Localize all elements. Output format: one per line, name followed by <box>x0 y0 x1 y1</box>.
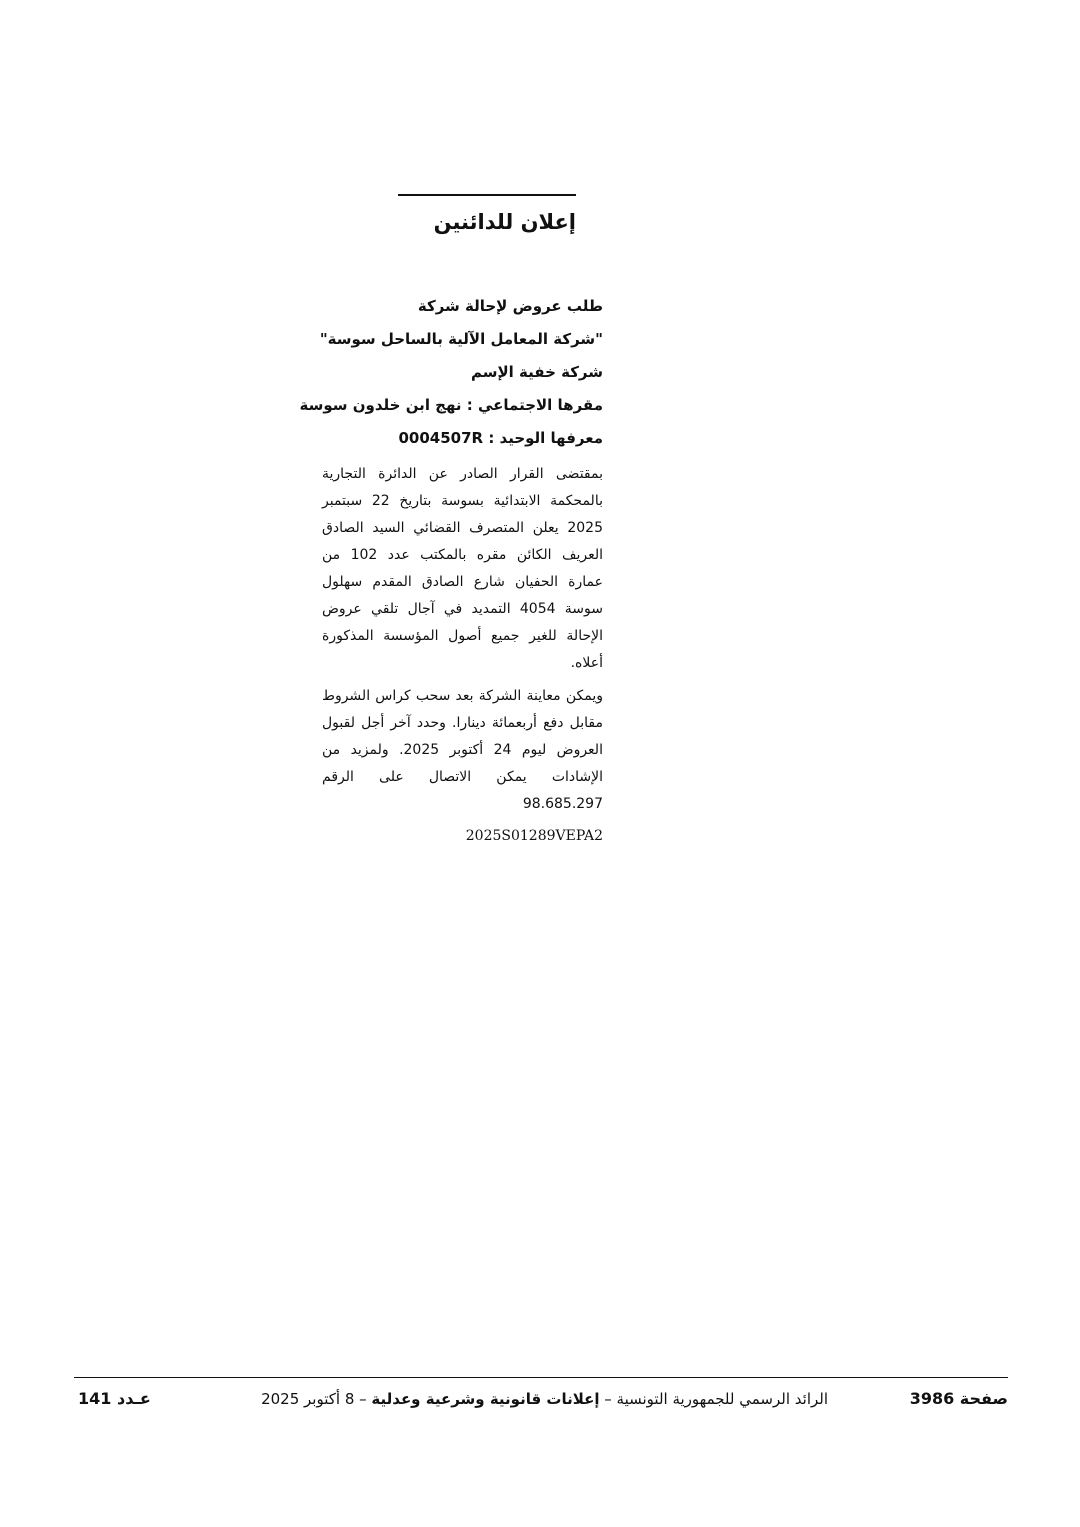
footer-issue-number: عـدد 141 <box>78 1389 151 1408</box>
notice-heading-identifier: معرفها الوحيد : 0004507R <box>398 429 603 447</box>
notice-heading-company-name: "شركة المعامل الآلية بالساحل سوسة" <box>319 330 603 348</box>
notice-heading-company-type: شركة خفية الإسم <box>471 363 603 381</box>
footer-page-number: صفحة 3986 <box>909 1389 1008 1408</box>
footer-rule <box>74 1377 1008 1378</box>
page-footer <box>74 1384 1008 1414</box>
notice-reference-code: 2025S01289VEPA2 <box>465 828 603 844</box>
notice-column <box>299 290 604 848</box>
section-title: إعلان للدائنين <box>433 210 576 234</box>
notice-paragraph-conditions: ويمكن معاينة الشركة بعد سحب كراس الشروط مقابل دفع أربعمائة دينارا. وحدد آخر أجل لقبول العروض ليوم 24 أكتوبر 2025. ولمزيد من الإشادات يمكن الاتصال على الرقم 98.685.297 <box>322 688 603 812</box>
notice-heading-address: مقرها الاجتماعي : نهج ابن خلدون سوسة <box>299 396 603 414</box>
notice-heading-title: طلب عروض لإحالة شركة <box>417 297 603 315</box>
section-header-rule <box>398 194 576 196</box>
footer-title-bold: إعلانات قانونية وشرعية وعدلية <box>371 1390 600 1408</box>
notice-paragraph-decision: بمقتضى القرار الصادر عن الدائرة التجارية بالمحكمة الابتدائية بسوسة بتاريخ 22 سبتمبر 2025 يعلن المتصرف القضائي السيد الصادق العريف الكائن مقره بالمكتب عدد 102 من عمارة الحفيان شارع الصادق المقدم سهلول سوسة 4054 التمديد في آجال تلقي عروض الإحالة للغير جميع أصول المؤسسة المذكورة أعلاه. <box>322 466 604 671</box>
footer-title-prefix: الرائد الرسمي للجمهورية التونسية – <box>599 1390 828 1408</box>
footer-title-suffix: – 8 أكتوبر 2025 <box>261 1390 372 1408</box>
footer-publication-title <box>261 1384 828 1414</box>
